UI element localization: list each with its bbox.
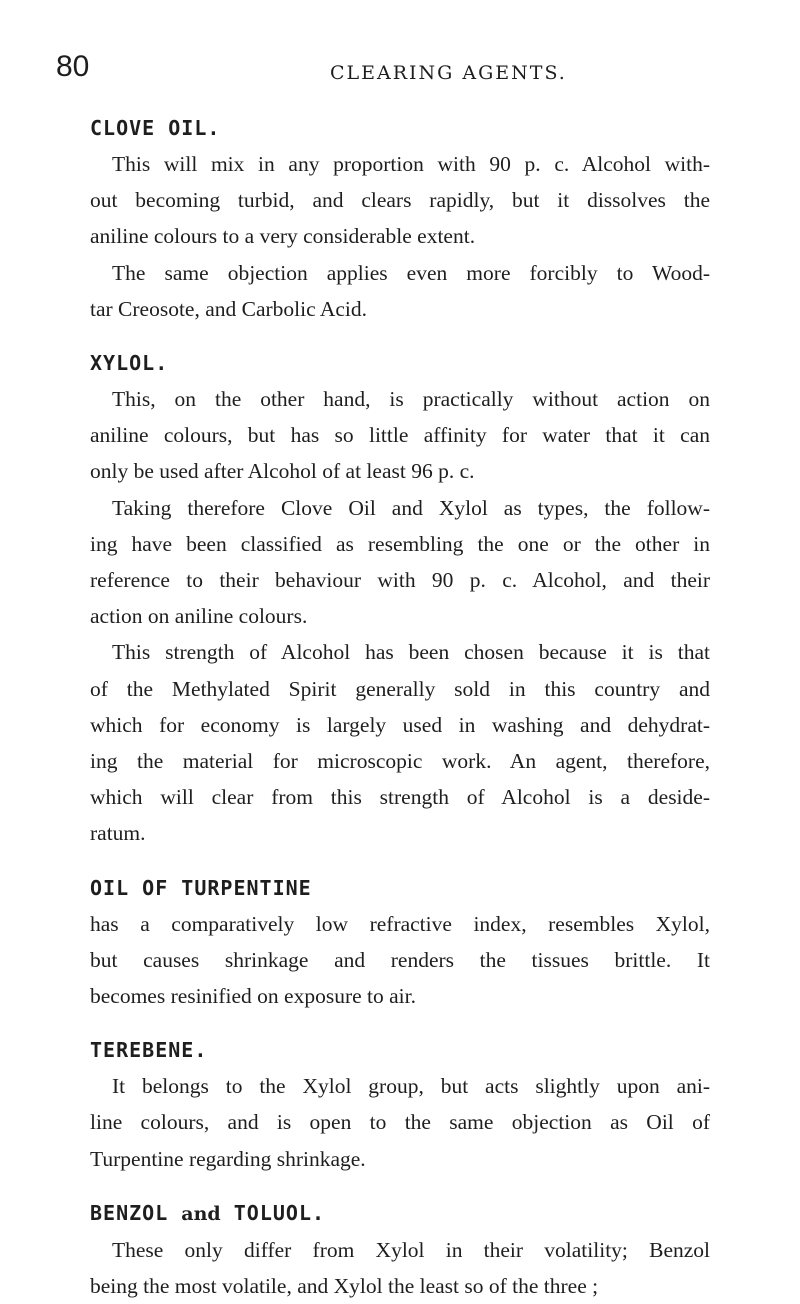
text-line: but causes shrinkage and renders the tissues brittle. It: [90, 947, 710, 972]
text-line: of the Methylated Spirit generally sold in this country and: [90, 676, 710, 701]
section-heading-oil-of-turpentine: OIL OF TURPENTINE: [90, 875, 312, 900]
paragraph: [90, 255, 710, 327]
page-header: [56, 50, 756, 90]
heading-toluol: TOLUOL.: [233, 1200, 326, 1225]
text-line: being the most volatile, and Xylol the least so of the three ;: [90, 1274, 599, 1299]
running-head: CLEARING AGENTS.: [330, 62, 567, 84]
paragraph: [90, 634, 710, 851]
heading-and: and: [181, 1202, 221, 1225]
text-line: ratum.: [90, 821, 146, 846]
text-line: only be used after Alcohol of at least 96 p. c.: [90, 459, 475, 484]
text-line: has a comparatively low refractive index, resembles Xylol,: [90, 911, 710, 936]
paragraph: [90, 146, 710, 255]
text-line: which for economy is largely used in washing and dehydrat-: [90, 712, 710, 737]
text-line: ing have been classified as resembling the one or the other in: [90, 531, 710, 556]
text-line: Turpentine regarding shrinkage.: [90, 1146, 366, 1171]
section-heading-terebene: TEREBENE.: [90, 1038, 208, 1063]
section-heading-xylol: XYLOL.: [90, 351, 169, 376]
text-line: action on aniline colours.: [90, 604, 308, 629]
text-line: line colours, and is open to the same objection as Oil of: [90, 1110, 710, 1135]
text-line: tar Creosote, and Carbolic Acid.: [90, 296, 368, 321]
text-line: out becoming turbid, and clears rapidly, but it dissolves the: [90, 188, 710, 213]
section-heading-clove-oil: CLOVE OIL.: [90, 116, 221, 140]
text-line: aniline colours, but has so little affinity for water that it can: [90, 423, 710, 448]
page-body: [90, 110, 710, 1304]
heading-benzol: BENZOL: [90, 1200, 169, 1225]
text-line: It belongs to the Xylol group, but acts slightly upon ani-: [112, 1074, 710, 1099]
text-line: Taking therefore Clove Oil and Xylol as types, the follow-: [112, 495, 710, 520]
text-line: These only differ from Xylol in their volatility; Benzol: [112, 1237, 710, 1262]
text-line: reference to their behaviour with 90 p. c. Alcohol, and their: [90, 568, 710, 593]
text-line: This, on the other hand, is practically without action on: [112, 387, 710, 412]
paragraph: [90, 1068, 710, 1177]
paragraph: [90, 490, 710, 635]
text-line: becomes resinified on exposure to air.: [90, 984, 416, 1009]
text-line: ing the material for microscopic work. An agent, therefore,: [90, 749, 710, 774]
section-heading-benzol-toluol: [90, 1195, 710, 1232]
paragraph: [90, 906, 710, 1015]
text-line: aniline colours to a very considerable extent.: [90, 224, 476, 249]
text-line: This will mix in any proportion with 90 p. c. Alcohol with-: [112, 152, 710, 176]
text-line: which will clear from this strength of Alcohol is a deside-: [90, 785, 710, 810]
text-line: This strength of Alcohol has been chosen because it is that: [112, 640, 710, 665]
text-line: The same objection applies even more forcibly to Wood-: [112, 260, 710, 285]
page-number: 80: [56, 50, 90, 83]
paragraph: [90, 1232, 710, 1304]
paragraph: [90, 381, 710, 490]
